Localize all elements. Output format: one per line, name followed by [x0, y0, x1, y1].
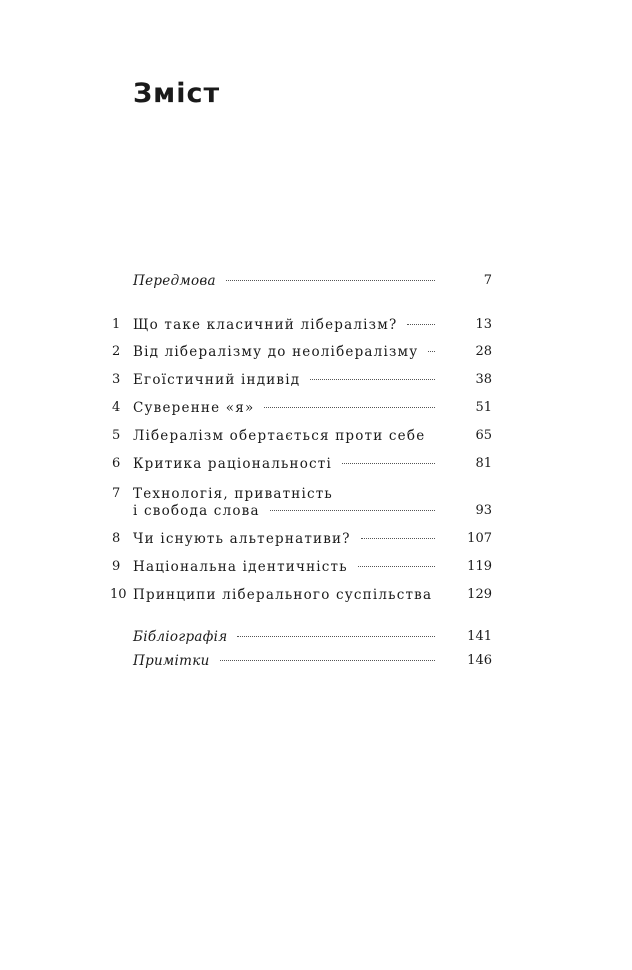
dot-leader [270, 510, 435, 511]
dot-leader [264, 407, 435, 408]
toc-page-number: 81 [475, 456, 492, 471]
chapter-number: 9 [112, 559, 121, 574]
toc-page-number: 7 [483, 273, 492, 288]
toc-entry-title: Від лібералізму до неолібералізму [133, 344, 419, 360]
dot-leader [220, 660, 435, 661]
toc-page-number: 13 [475, 317, 492, 332]
toc-entry-title: Передмова [133, 273, 216, 289]
chapter-number: 7 [112, 486, 121, 501]
dot-leader [310, 379, 435, 380]
page-title: Зміст [133, 78, 221, 109]
toc-entry-title-line-2: і свобода слова [133, 503, 260, 519]
toc-page-number: 38 [475, 372, 492, 387]
chapter-number: 10 [110, 587, 127, 602]
dot-leader [361, 538, 435, 539]
toc-entry-title: Принципи ліберального суспільства [133, 587, 433, 603]
dot-leader [407, 324, 435, 325]
toc-entry-title: Національна ідентичність [133, 559, 348, 575]
toc-page-number: 93 [475, 503, 492, 518]
toc-entry-title: Бібліографія [133, 629, 228, 645]
toc-page-number: 28 [475, 344, 492, 359]
dot-leader [226, 280, 435, 281]
dot-leader [237, 636, 435, 637]
chapter-number: 6 [112, 456, 121, 471]
toc-page-number: 141 [467, 629, 492, 644]
dot-leader [342, 463, 435, 464]
toc-page-number: 107 [467, 531, 492, 546]
dot-leader [428, 351, 435, 352]
toc-entry-title: Егоїстичний індивід [133, 372, 301, 388]
toc-page-number: 119 [467, 559, 492, 574]
toc-page-number: 129 [467, 587, 492, 602]
toc-entry-title: Що таке класичний лібералізм? [133, 317, 398, 333]
chapter-number: 4 [112, 400, 121, 415]
toc-page-number: 51 [475, 400, 492, 415]
toc-entry-title: Примітки [133, 653, 210, 669]
toc-entry-title: Лібералізм обертається проти себе [133, 428, 426, 444]
chapter-number: 3 [112, 372, 121, 387]
chapter-number: 5 [112, 428, 121, 443]
chapter-number: 1 [112, 317, 121, 332]
toc-page-number: 65 [475, 428, 492, 443]
toc-entry-title: Критика раціональності [133, 456, 332, 472]
toc-entry-title-line-1: Технологія, приватність [133, 486, 333, 502]
dot-leader [358, 566, 435, 567]
chapter-number: 2 [112, 344, 121, 359]
toc-entry-title: Суверенне «я» [133, 400, 255, 416]
chapter-number: 8 [112, 531, 121, 546]
toc-entry-title: Чи існують альтернативи? [133, 531, 351, 547]
toc-page-number: 146 [467, 653, 492, 668]
